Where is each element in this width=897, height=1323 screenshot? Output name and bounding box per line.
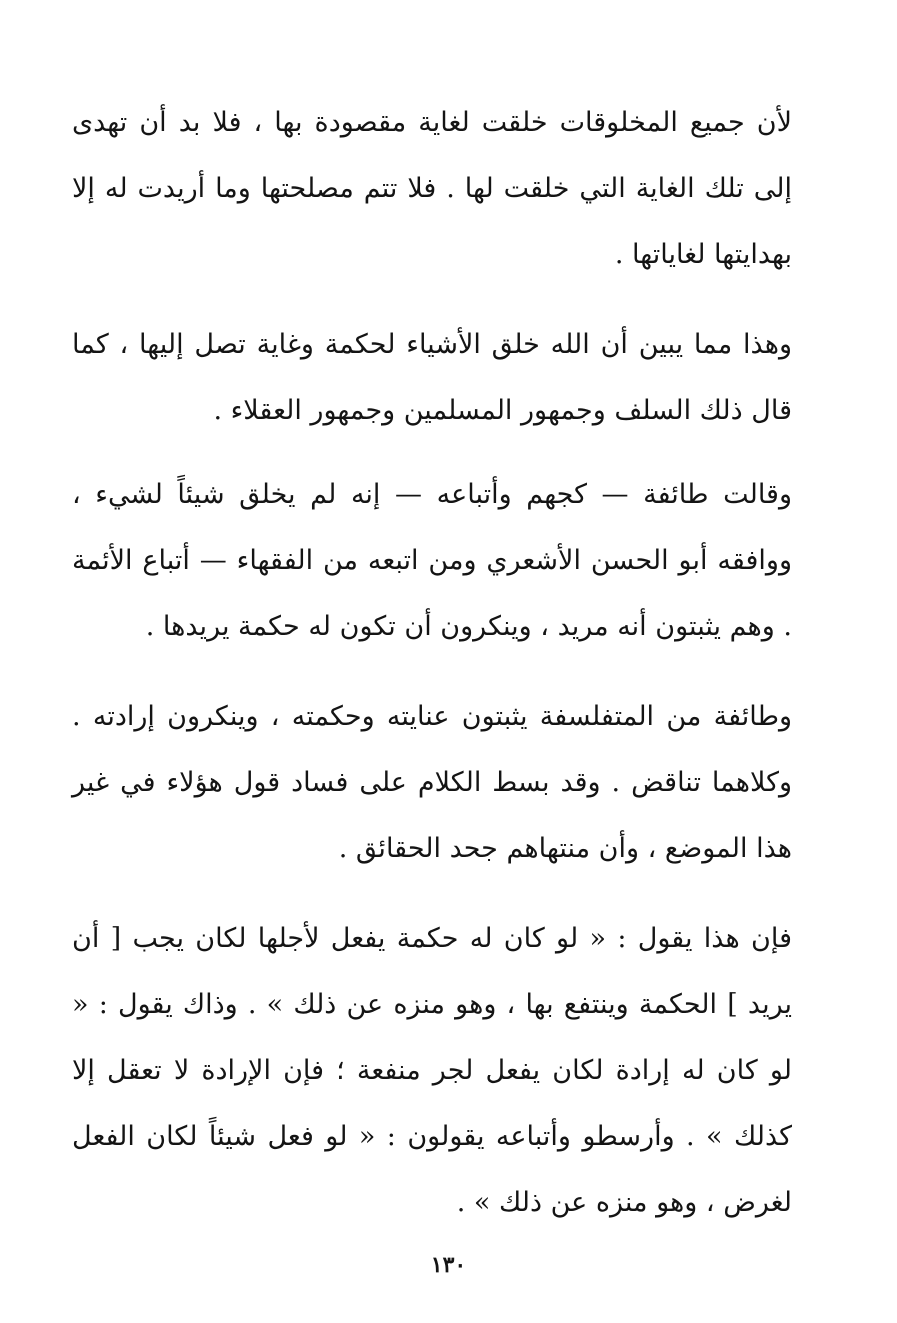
paragraph: وطائفة من المتفلسفة يثبتون عنايته وحكمته ، وينكرون إرادته . وكلاهما تناقض . وقد بسط الكلام على فساد قول هؤلاء في غير هذا الموضع ، وأن منتهاهم جحد الحقائق .: [72, 701, 792, 864]
paragraph: وقالت طائفة — كجهم وأتباعه — إنه لم يخلق شيئاً لشيء ، ووافقه أبو الحسن الأشعري ومن اتبعه من الفقهاء — أتباع الأئمة . وهم يثبتون أنه مريد ، وينكرون أن تكون له حكمة يريدها .: [72, 479, 792, 642]
paragraph: وهذا مما يبين أن الله خلق الأشياء لحكمة وغاية تصل إليها ، كما قال ذلك السلف وجمهور المسلمين وجمهور العقلاء .: [72, 329, 792, 426]
paragraph: لأن جميع المخلوقات خلقت لغاية مقصودة بها ، فلا بد أن تهدى إلى تلك الغاية التي خلقت لها . فلا تتم مصلحتها وما أريدت له إلا بهدايتها لغاياتها .: [72, 107, 792, 270]
page-number: ١٣٠: [430, 1252, 467, 1278]
paragraph: فإن هذا يقول : « لو كان له حكمة يفعل لأجلها لكان يجب [ أن يريد ] الحكمة وينتفع بها ، وهو منزه عن ذلك » . وذاك يقول : « لو كان له إرادة لكان يفعل لجر منفعة ؛ فإن الإرادة لا تعقل إلا كذلك » . وأرسطو وأتباعه يقولون : « لو فعل شيئاً لكان الفعل لغرض ، وهو منزه عن ذلك » .: [72, 923, 792, 1218]
